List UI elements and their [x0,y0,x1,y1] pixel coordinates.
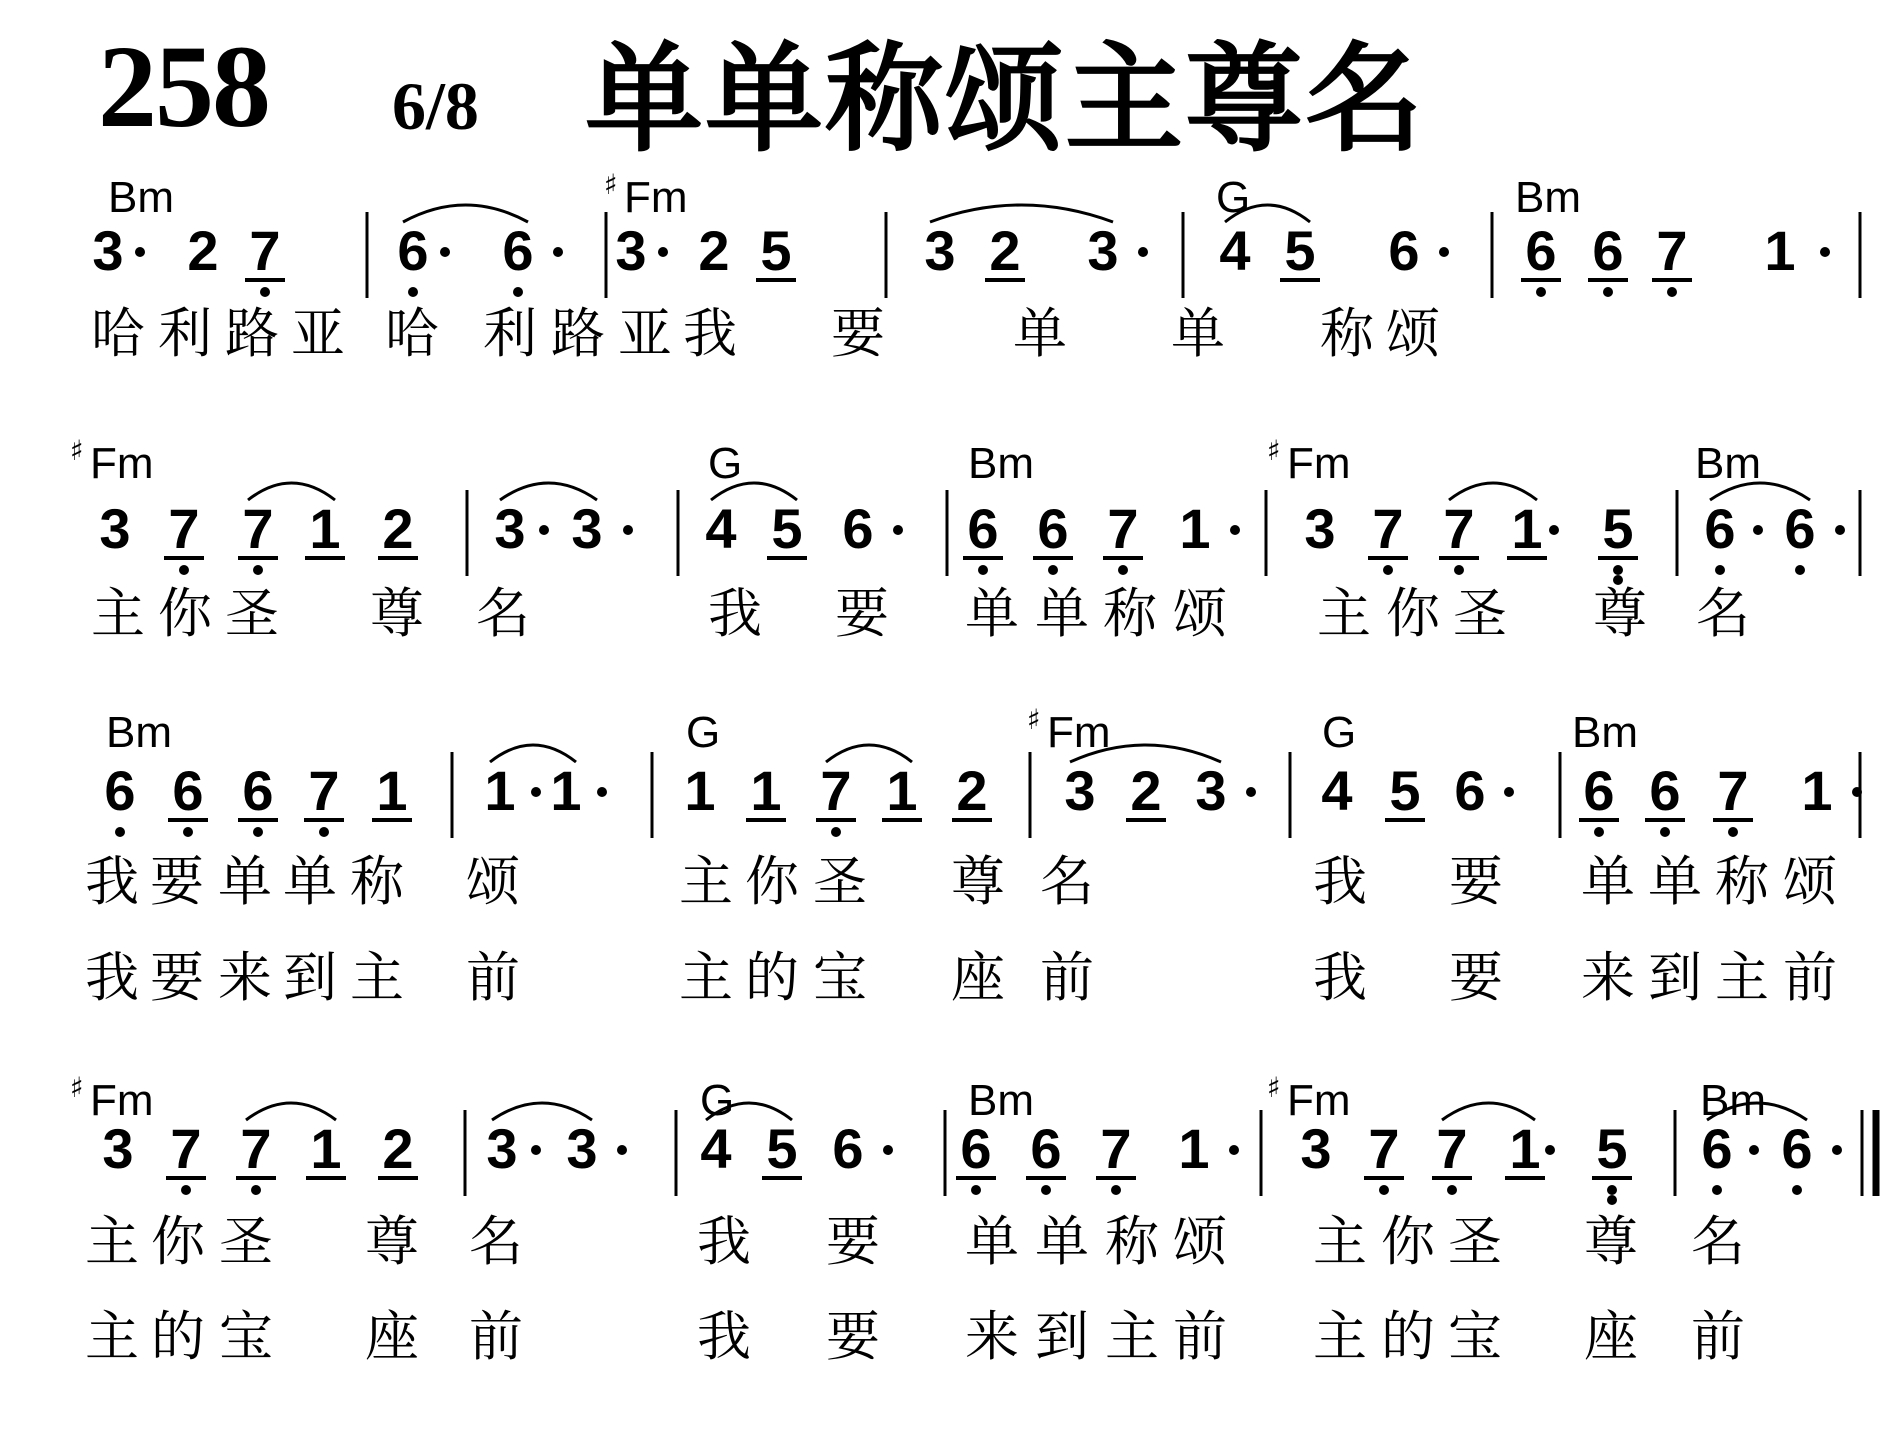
note: 7 [240,1117,272,1180]
low-octave-dot [513,287,523,297]
note: 3 [571,497,603,560]
note: 7 [168,497,200,560]
low-octave-dot [978,565,988,575]
lyric-char: 称 [1320,302,1374,365]
note: 3 [566,1117,598,1180]
lyric-char: 单 [965,1210,1019,1273]
note: 3 [486,1117,518,1180]
lyric-char: 你 [1386,582,1440,645]
duration-dot [1246,787,1256,797]
hymn-title: 单单称颂主尊名 [585,30,1426,168]
lyric-char: 你 [158,582,212,645]
note: 4 [700,1117,732,1180]
lyric-char: 尊 [1593,582,1647,645]
lyric-char: 来 [218,946,272,1009]
note: 3 [615,219,647,282]
duration-dot [617,1145,627,1155]
lyric-char: 利 [158,302,212,365]
lyric-char: 主 [1715,946,1769,1009]
chord-symbol: G [1322,708,1357,757]
lyric-char: 称 [1105,1210,1159,1273]
duration-dot [1753,525,1763,535]
duration-dot [1504,787,1514,797]
chord-sharp-sign: ♯ [604,168,618,201]
note: 2 [1130,759,1162,822]
lyric-char: 主 [679,946,733,1009]
note: 7 [1368,1117,1400,1180]
lyric-char: 座 [951,946,1005,1009]
chord-sharp-sign: ♯ [70,434,84,467]
low-octave-dot [253,827,263,837]
low-octave-dot [1728,827,1738,837]
note: 1 [310,1117,342,1180]
duration-dot [553,247,563,257]
note: 6 [397,219,429,282]
note: 6 [1030,1117,1062,1180]
lyric-char: 的 [151,1305,205,1368]
lyric-char: 尊 [370,582,424,645]
low-octave-dot [1603,287,1613,297]
lyric-char: 来 [1581,946,1635,1009]
note: 7 [242,497,274,560]
lyric-char: 尊 [365,1210,419,1273]
note: 3 [1087,219,1119,282]
duration-dot [440,247,450,257]
lyric-char: 要 [150,946,204,1009]
lyric-char: 圣 [1453,582,1507,645]
duration-dot [1439,247,1449,257]
low-octave-dot [1379,1185,1389,1195]
note: 3 [92,219,124,282]
chord-symbol: Bm [1572,708,1638,757]
note: 2 [698,219,730,282]
note: 5 [771,497,803,560]
lyric-char: 单 [1581,850,1635,913]
lyric-char: 尊 [1584,1210,1638,1273]
note: 6 [172,759,204,822]
low-octave-dot [831,827,841,837]
lyric-char: 要 [150,850,204,913]
chord-symbol: Bm [1515,173,1581,222]
lyric-char: 尊 [951,850,1005,913]
note: 1 [1509,1117,1541,1180]
note: 1 [750,759,782,822]
low-octave-dot [183,827,193,837]
lyric-char: 要 [831,302,885,365]
note: 1 [1764,219,1796,282]
low-octave-dot [1715,565,1725,575]
note: 6 [1454,759,1486,822]
note: 5 [1389,759,1421,822]
low-octave-dot [1111,1185,1121,1195]
lyric-char: 利 [483,302,537,365]
note: 7 [820,759,852,822]
lyric-char: 颂 [466,850,520,913]
lyric-char: 要 [1449,850,1503,913]
lyric-char: 圣 [219,1210,273,1273]
chord-sharp-sign: ♯ [1267,434,1281,467]
low-octave-dot [181,1185,191,1195]
chord-symbol: G [700,1076,735,1125]
note: 6 [1781,1117,1813,1180]
note: 1 [684,759,716,822]
lyric-char: 主 [1317,582,1371,645]
note: 6 [1784,497,1816,560]
low-octave-dot [253,565,263,575]
chord-symbol: Bm [1695,439,1761,488]
lyric-char: 座 [365,1305,419,1368]
lyric-char: 名 [1696,582,1750,645]
lyric-char: 主 [1313,1210,1367,1273]
note: 6 [1592,219,1624,282]
note: 1 [376,759,408,822]
duration-dot [1138,247,1148,257]
lyric-char: 我 [708,582,762,645]
chord-symbol: Bm [106,708,172,757]
note: 7 [170,1117,202,1180]
note: 7 [308,759,340,822]
note: 1 [1801,759,1833,822]
note: 1 [1178,1117,1210,1180]
note: 3 [102,1117,134,1180]
lyric-char: 主 [85,1305,139,1368]
chord-symbol: Fm [1047,708,1111,757]
duration-dot [1820,247,1830,257]
lyric-char: 前 [469,1305,523,1368]
low-octave-dot [260,287,270,297]
note: 6 [1704,497,1736,560]
lyric-char: 单 [1013,302,1067,365]
note: 5 [760,219,792,282]
duration-dot [539,525,549,535]
low-octave-dot [1048,565,1058,575]
note: 3 [1064,759,1096,822]
low-octave-dot [115,827,125,837]
chord-sharp-sign: ♯ [70,1071,84,1104]
lyric-char: 单 [1035,1210,1089,1273]
duration-dot [893,525,903,535]
lyric-char: 宝 [1448,1305,1502,1368]
low-octave-dot [1041,1185,1051,1195]
duration-dot [623,525,633,535]
low-octave-dot [1667,287,1677,297]
chord-symbol: Bm [108,173,174,222]
duration-dot [531,787,541,797]
lyric-char: 哈 [385,302,439,365]
note: 5 [1596,1117,1628,1180]
low-octave-dot [1607,1195,1617,1205]
lyric-char: 前 [466,946,520,1009]
note: 6 [1701,1117,1733,1180]
low-octave-dot [1613,565,1623,575]
low-octave-dot [1660,827,1670,837]
lyric-char: 的 [1381,1305,1435,1368]
note: 3 [1195,759,1227,822]
note: 5 [1284,219,1316,282]
lyric-char: 单 [1171,302,1225,365]
duration-dot [135,247,145,257]
note: 6 [502,219,534,282]
lyric-char: 主 [350,946,404,1009]
lyric-char: 称 [350,850,404,913]
note: 6 [832,1117,864,1180]
chord-symbol: Bm [1700,1076,1766,1125]
note: 6 [1583,759,1615,822]
note: 2 [187,219,219,282]
lyric-char: 颂 [1783,850,1837,913]
note: 6 [1388,219,1420,282]
chord-symbol: G [686,708,721,757]
lyric-char: 我 [1313,850,1367,913]
duration-dot [1832,1145,1842,1155]
lyric-char: 亚 [291,302,345,365]
lyric-char: 宝 [813,946,867,1009]
lyric-char: 我 [85,946,139,1009]
lyric-char: 你 [745,850,799,913]
lyric-char: 前 [1173,1305,1227,1368]
lyric-char: 你 [1381,1210,1435,1273]
hymn-number: 258 [98,21,269,152]
note: 6 [1037,497,1069,560]
duration-dot [531,1145,541,1155]
note: 3 [99,497,131,560]
chord-symbol: Fm [90,1076,154,1125]
duration-dot [1749,1145,1759,1155]
lyric-char: 到 [1035,1305,1089,1368]
lyric-char: 颂 [1173,1210,1227,1273]
duration-dot [1549,525,1559,535]
chord-symbol: Bm [968,439,1034,488]
note: 3 [1304,497,1336,560]
note: 1 [1179,497,1211,560]
note: 1 [550,759,582,822]
lyric-char: 我 [697,1210,751,1273]
note: 6 [104,759,136,822]
low-octave-dot [408,287,418,297]
note: 6 [1649,759,1681,822]
note: 7 [1372,497,1404,560]
note: 1 [309,497,341,560]
lyric-char: 名 [476,582,530,645]
note: 6 [967,497,999,560]
lyric-char: 圣 [225,582,279,645]
chord-symbol: Fm [624,173,688,222]
low-octave-dot [179,565,189,575]
lyric-char: 单 [1648,850,1702,913]
note: 1 [886,759,918,822]
low-octave-dot [1792,1185,1802,1195]
note: 4 [705,497,737,560]
chord-sharp-sign: ♯ [1027,703,1041,736]
note: 7 [1717,759,1749,822]
low-octave-dot [1383,565,1393,575]
duration-dot [1229,1145,1239,1155]
lyric-char: 路 [551,302,605,365]
chord-sharp-sign: ♯ [1267,1071,1281,1104]
note: 3 [1300,1117,1332,1180]
note: 1 [484,759,516,822]
lyric-char: 称 [1715,850,1769,913]
lyric-char: 主 [1313,1305,1367,1368]
lyric-char: 名 [1040,850,1094,913]
lyric-char: 要 [826,1305,880,1368]
duration-dot [1835,525,1845,535]
note: 4 [1321,759,1353,822]
lyric-char: 我 [697,1305,751,1368]
duration-dot [1545,1145,1555,1155]
note: 4 [1219,219,1251,282]
lyric-char: 圣 [1448,1210,1502,1273]
note: 7 [1107,497,1139,560]
note: 7 [1656,219,1688,282]
low-octave-dot [1594,827,1604,837]
note: 2 [382,497,414,560]
low-octave-dot [1712,1185,1722,1195]
low-octave-dot [251,1185,261,1195]
time-signature: 6/8 [392,68,479,144]
note: 2 [382,1117,414,1180]
note: 7 [249,219,281,282]
slur [930,205,1113,222]
chord-symbol: Fm [1287,1076,1351,1125]
lyric-char: 到 [283,946,337,1009]
lyric-char: 单 [218,850,272,913]
low-octave-dot [1536,287,1546,297]
chord-symbol: G [1216,173,1251,222]
lyric-char: 宝 [219,1305,273,1368]
lyric-char: 前 [1691,1305,1745,1368]
duration-dot [1230,525,1240,535]
low-octave-dot [1607,1185,1617,1195]
lyric-char: 颂 [1386,302,1440,365]
chord-symbol: Fm [90,439,154,488]
note: 6 [242,759,274,822]
chord-symbol: Fm [1287,439,1351,488]
note: 7 [1100,1117,1132,1180]
lyric-char: 主 [91,582,145,645]
lyric-char: 单 [1035,582,1089,645]
lyric-char: 路 [225,302,279,365]
lyric-char: 主 [679,850,733,913]
lyric-char: 的 [745,946,799,1009]
note: 6 [1525,219,1557,282]
lyric-char: 来 [965,1305,1019,1368]
lyric-char: 前 [1040,946,1094,1009]
lyric-char: 主 [1105,1305,1159,1368]
note: 3 [494,497,526,560]
lyric-char: 主 [85,1210,139,1273]
note: 7 [1443,497,1475,560]
note: 3 [924,219,956,282]
lyric-char: 单 [283,850,337,913]
low-octave-dot [1447,1185,1457,1195]
low-octave-dot [1454,565,1464,575]
lyric-char: 前 [1783,946,1837,1009]
lyric-char: 要 [826,1210,880,1273]
note: 2 [956,759,988,822]
lyric-char: 亚 [618,302,672,365]
lyric-char: 称 [1103,582,1157,645]
note: 6 [960,1117,992,1180]
chord-symbol: Bm [968,1076,1034,1125]
duration-dot [597,787,607,797]
duration-dot [883,1145,893,1155]
lyric-char: 哈 [91,302,145,365]
note: 1 [1511,497,1543,560]
lyric-char: 我 [683,302,737,365]
chord-symbol: G [708,439,743,488]
note: 2 [989,219,1021,282]
note: 7 [1436,1117,1468,1180]
lyric-char: 要 [1449,946,1503,1009]
low-octave-dot [971,1185,981,1195]
low-octave-dot [1795,565,1805,575]
lyric-char: 单 [965,582,1019,645]
lyric-char: 到 [1648,946,1702,1009]
lyric-char: 颂 [1173,582,1227,645]
note: 5 [1602,497,1634,560]
note: 6 [842,497,874,560]
low-octave-dot [1118,565,1128,575]
lyric-char: 你 [151,1210,205,1273]
lyric-char: 名 [469,1210,523,1273]
lyric-char: 要 [835,582,889,645]
lyric-char: 我 [85,850,139,913]
lyric-char: 座 [1584,1305,1638,1368]
note: 5 [766,1117,798,1180]
lyric-char: 圣 [813,850,867,913]
lyric-char: 名 [1691,1210,1745,1273]
low-octave-dot [319,827,329,837]
lyric-char: 我 [1313,946,1367,1009]
duration-dot [658,247,668,257]
